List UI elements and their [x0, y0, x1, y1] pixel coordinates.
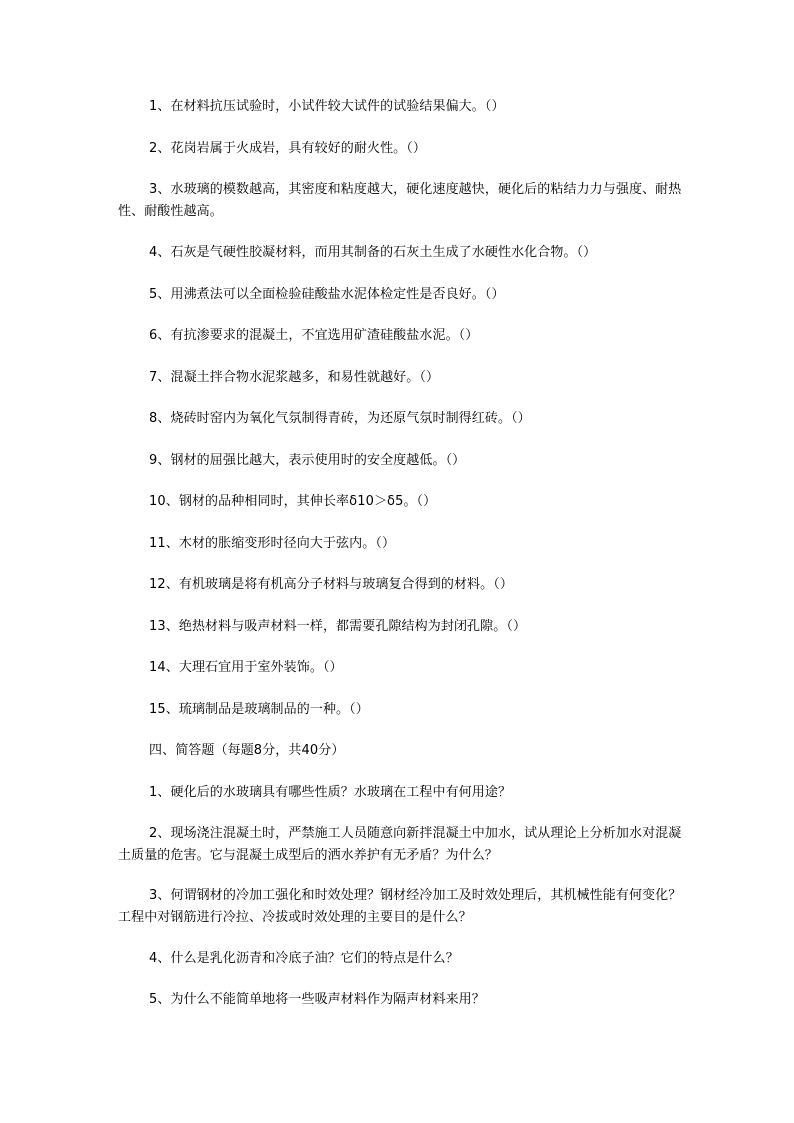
true-false-item-2: 2、花岗岩属于火成岩，具有较好的耐火性。（）	[149, 141, 426, 156]
short-answer-item-2: 2、现场浇注混凝土时，严禁施工人员随意向新拌混凝土中加水，试从理论上分析加水对混凝土质量的危害。它与混凝土成型后的洒水养护有无矛盾？为什么？	[118, 826, 682, 863]
short-answer-item-4: 4、什么是乳化沥青和冷底子油？它们的特点是什么？	[149, 951, 459, 966]
true-false-item-15: 15、琉璃制品是玻璃制品的一种。（）	[149, 702, 369, 717]
true-false-item-10: 10、钢材的品种相同时，其伸长率δ10＞δ5。（）	[149, 494, 437, 509]
short-answer-item-3: 3、何谓钢材的冷加工强化和时效处理？钢材经冷加工及时效处理后，其机械性能有何变化？工程中对钢筋进行冷拉、冷拔或时效处理的主要目的是什么？	[118, 888, 682, 925]
short-answer-item-1: 1、硬化后的水玻璃具有哪些性质？水玻璃在工程中有何用途？	[149, 785, 512, 800]
true-false-item-7: 7、混凝土拌合物水泥浆越多，和易性就越好。（）	[149, 370, 440, 385]
true-false-item-8: 8、烧砖时窑内为氧化气氛制得青砖，为还原气氛时制得红砖。（）	[149, 411, 531, 426]
short-answer-item-5: 5、为什么不能简单地将一些吸声材料作为隔声材料来用？	[149, 992, 485, 1007]
true-false-item-9: 9、钢材的屈强比越大，表示使用时的安全度越低。（）	[149, 453, 466, 468]
section-heading: 四、简答题（每题8分，共40分）	[149, 743, 345, 758]
true-false-item-4: 4、石灰是气硬性胶凝材料，而用其制备的石灰土生成了水硬性水化合物。（）	[149, 245, 597, 260]
true-false-item-6: 6、有抗渗要求的混凝土，不宜选用矿渣硅酸盐水泥。（）	[149, 328, 479, 343]
true-false-item-11: 11、木材的胀缩变形时径向大于弦内。（）	[149, 536, 396, 551]
true-false-item-13: 13、绝热材料与吸声材料一样，都需要孔隙结构为封闭孔隙。（）	[149, 619, 527, 634]
true-false-item-1: 1、在材料抗压试验时，小试件较大试件的试验结果偏大。（）	[149, 99, 505, 114]
true-false-item-14: 14、大理石宜用于室外装饰。（）	[149, 660, 343, 675]
true-false-item-3: 3、水玻璃的模数越高，其密度和粘度越大，硬化速度越快，硬化后的粘结力力与强度、耐热性、耐酸性越高。	[118, 182, 682, 219]
true-false-item-12: 12、有机玻璃是将有机高分子材料与玻璃复合得到的材料。（）	[149, 577, 513, 592]
true-false-item-5: 5、用沸煮法可以全面检验硅酸盐水泥体检定性是否良好。（）	[149, 287, 505, 302]
